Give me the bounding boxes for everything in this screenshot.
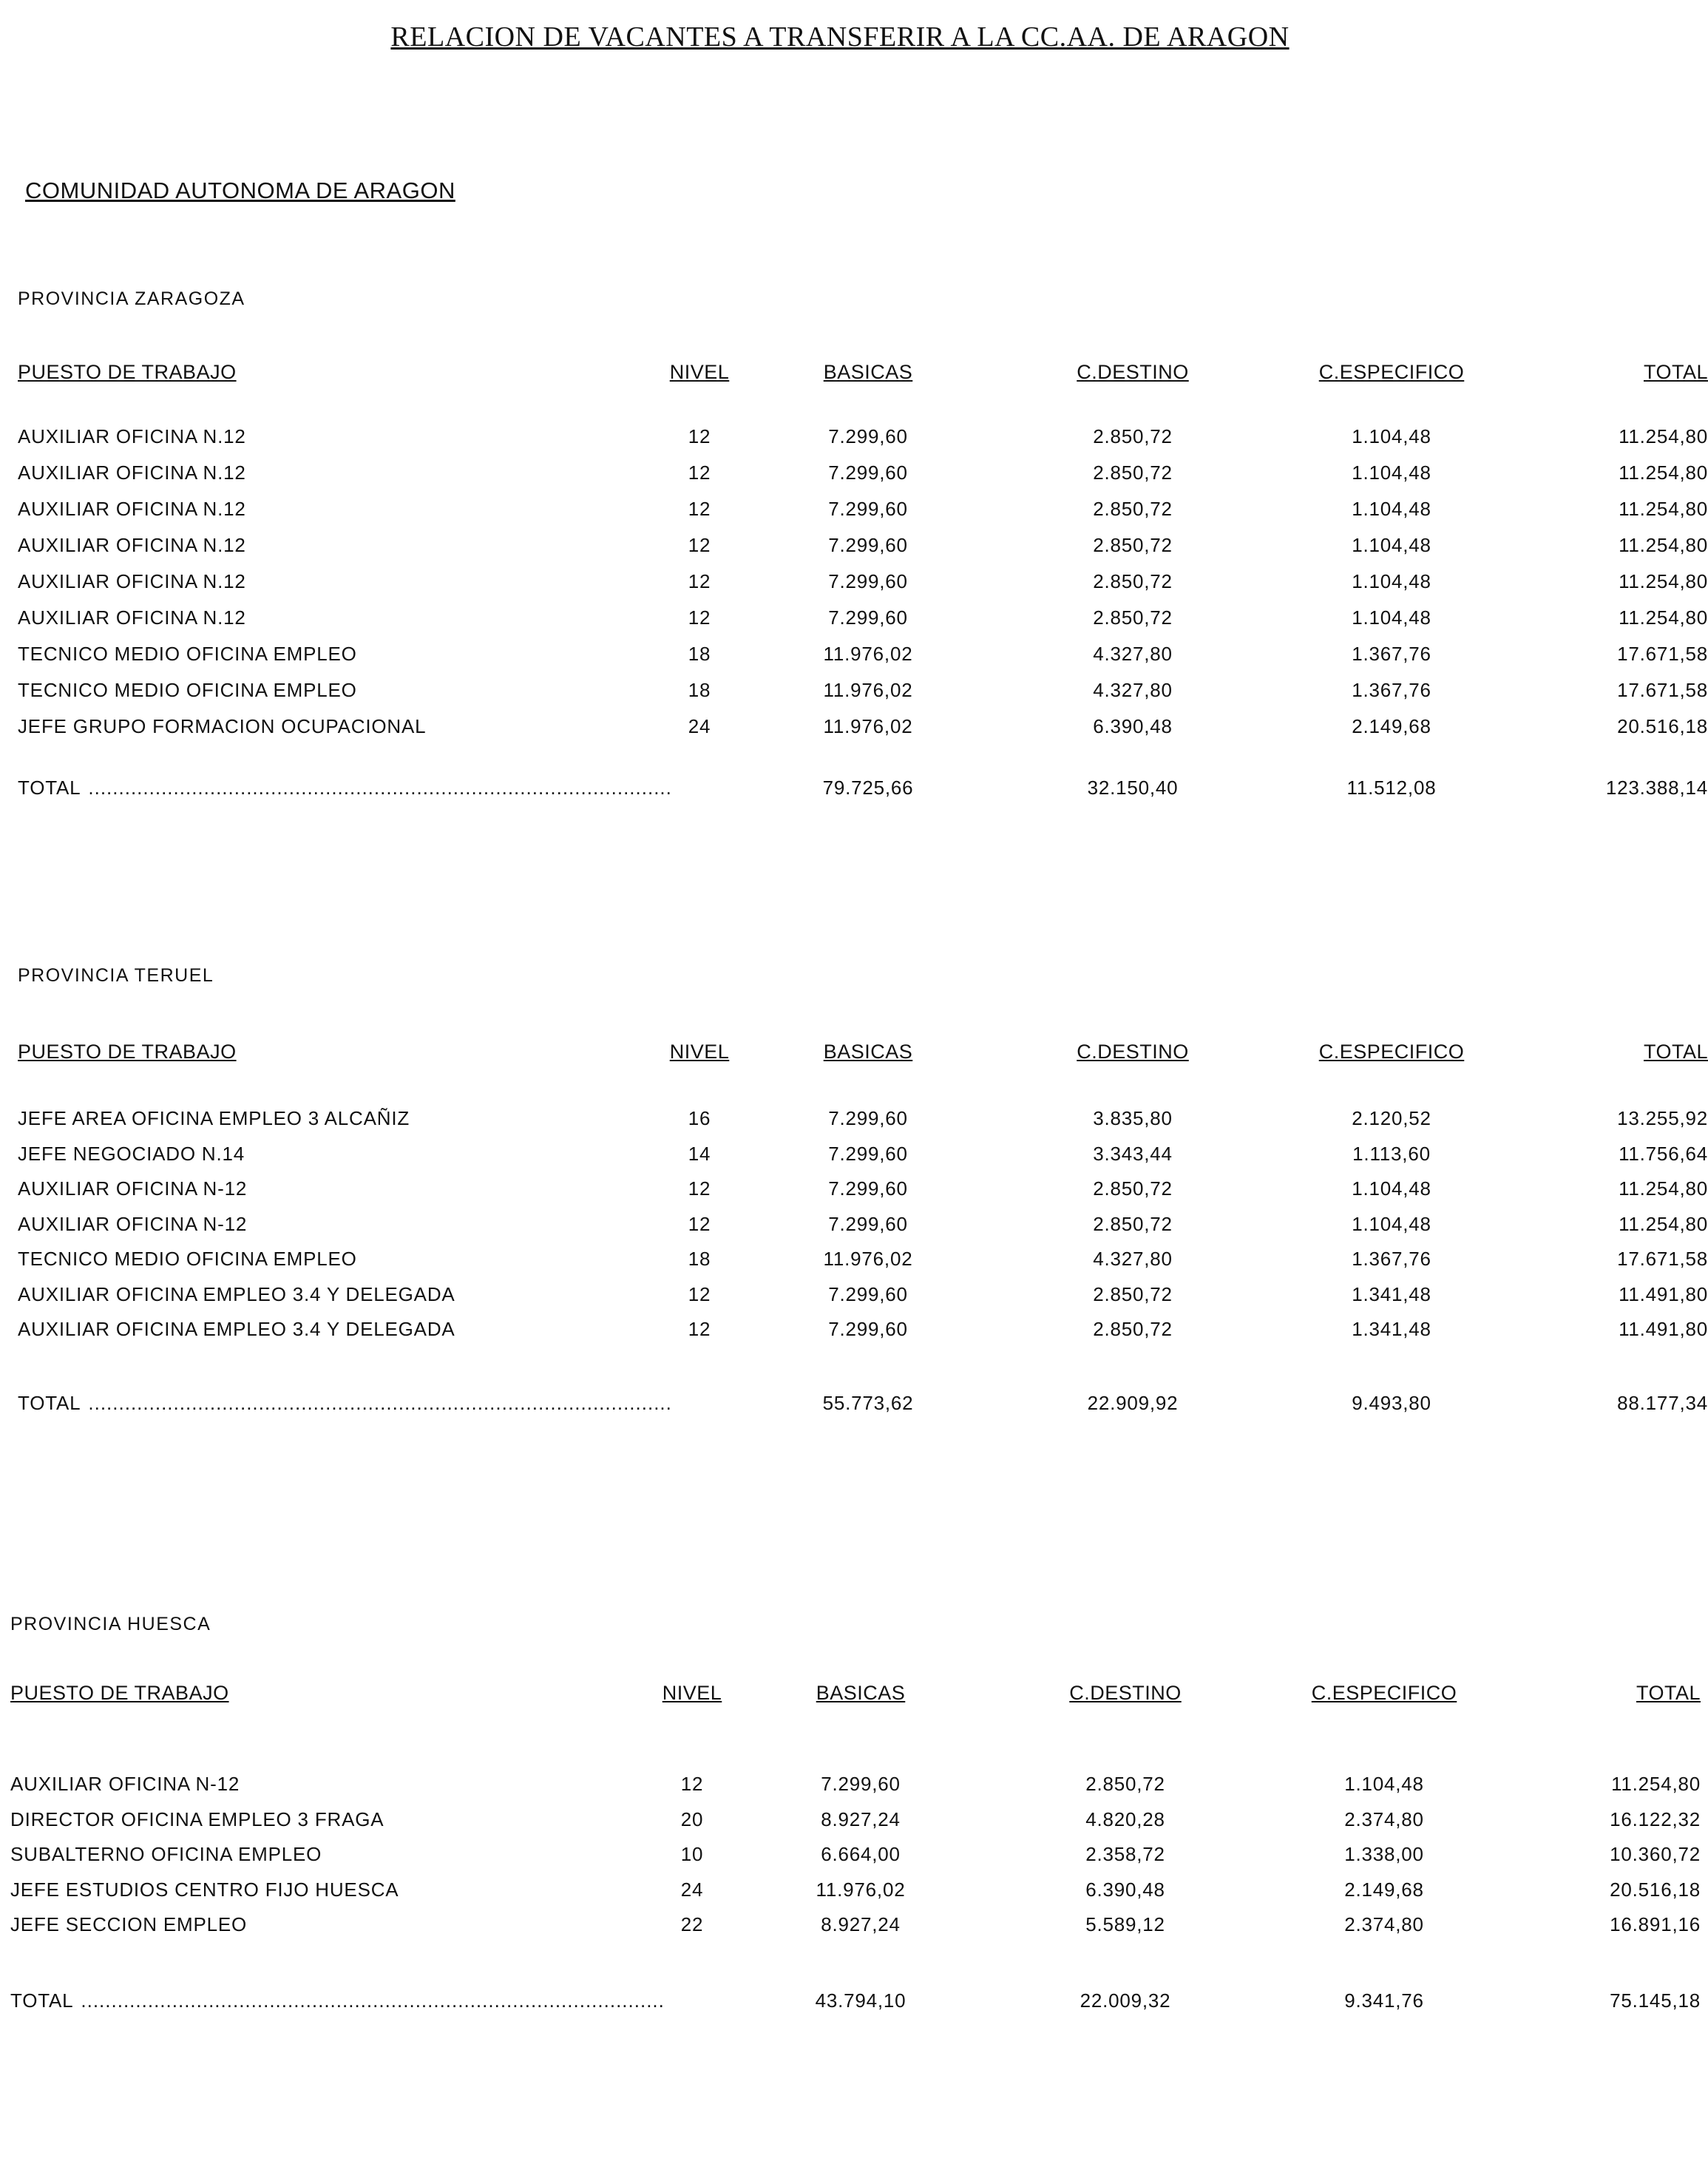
destino-cell: 2.358,72 xyxy=(1085,1843,1165,1865)
destino-cell: 2.850,72 xyxy=(1093,461,1173,484)
province-title: PROVINCIA TERUEL xyxy=(18,965,214,986)
nivel-cell: 22 xyxy=(680,1913,704,1935)
nivel-cell: 12 xyxy=(688,461,711,484)
especifico-cell: 1.104,48 xyxy=(1352,461,1431,484)
header-total: TOTAL xyxy=(1636,1682,1701,1704)
nivel-cell: 18 xyxy=(688,679,711,701)
basicas-cell: 7.299,60 xyxy=(828,1142,908,1165)
header-destino: C.DESTINO xyxy=(1077,361,1189,383)
nivel-cell: 12 xyxy=(688,498,711,520)
total-row-label xyxy=(18,1392,728,1415)
basicas-cell: 11.976,02 xyxy=(823,679,913,701)
especifico-cell: 1.367,76 xyxy=(1352,643,1431,665)
especifico-cell: 1.341,48 xyxy=(1352,1318,1431,1340)
total-cell: 11.254,80 xyxy=(1619,606,1708,629)
nivel-cell: 12 xyxy=(688,1282,711,1305)
puesto-cell: JEFE AREA OFICINA EMPLEO 3 ALCAÑIZ xyxy=(18,1107,410,1129)
puesto-cell: AUXILIAR OFICINA N.12 xyxy=(18,534,246,556)
nivel-cell: 24 xyxy=(680,1878,704,1901)
basicas-cell: 7.299,60 xyxy=(821,1773,901,1795)
puesto-cell: TECNICO MEDIO OFICINA EMPLEO xyxy=(18,679,357,701)
especifico-cell: 1.104,48 xyxy=(1352,425,1431,447)
especifico-cell: 1.367,76 xyxy=(1352,679,1431,701)
province-title: PROVINCIA ZARAGOZA xyxy=(18,288,245,309)
especifico-cell: 1.341,48 xyxy=(1352,1282,1431,1305)
basicas-cell: 7.299,60 xyxy=(828,1212,908,1235)
basicas-cell: 11.976,02 xyxy=(823,643,913,665)
document-title: RELACION DE VACANTES A TRANSFERIR A LA CC.AA. DE ARAGON xyxy=(390,21,1290,53)
total-especifico: 9.493,80 xyxy=(1352,1392,1431,1414)
total-cell: 10.360,72 xyxy=(1610,1843,1701,1865)
total-cell: 11.254,80 xyxy=(1619,1212,1708,1235)
especifico-cell: 1.104,48 xyxy=(1352,1212,1431,1235)
especifico-cell: 1.104,48 xyxy=(1352,1177,1431,1200)
basicas-cell: 7.299,60 xyxy=(828,1282,908,1305)
puesto-cell: AUXILIAR OFICINA EMPLEO 3.4 Y DELEGADA xyxy=(18,1318,455,1340)
puesto-cell: AUXILIAR OFICINA N.12 xyxy=(18,570,246,592)
especifico-cell: 2.374,80 xyxy=(1344,1807,1424,1830)
header-especifico: C.ESPECIFICO xyxy=(1311,1682,1457,1704)
nivel-cell: 12 xyxy=(688,534,711,556)
puesto-cell: SUBALTERNO OFICINA EMPLEO xyxy=(10,1843,322,1865)
total-label-text: TOTAL xyxy=(18,777,81,799)
especifico-cell: 1.104,48 xyxy=(1352,534,1431,556)
nivel-cell: 10 xyxy=(680,1843,704,1865)
total-cell: 20.516,18 xyxy=(1617,715,1708,737)
basicas-cell: 7.299,60 xyxy=(828,570,908,592)
especifico-cell: 2.149,68 xyxy=(1352,715,1431,737)
total-cell: 11.254,80 xyxy=(1619,1177,1708,1200)
especifico-cell: 2.149,68 xyxy=(1344,1878,1424,1901)
puesto-cell: JEFE NEGOCIADO N.14 xyxy=(18,1142,245,1165)
basicas-cell: 8.927,24 xyxy=(821,1913,901,1935)
destino-cell: 4.820,28 xyxy=(1085,1807,1165,1830)
especifico-cell: 1.104,48 xyxy=(1352,498,1431,520)
total-cell: 11.254,80 xyxy=(1611,1773,1701,1795)
puesto-cell: TECNICO MEDIO OFICINA EMPLEO xyxy=(18,1248,357,1270)
destino-cell: 3.835,80 xyxy=(1093,1107,1173,1129)
destino-cell: 4.327,80 xyxy=(1093,643,1173,665)
puesto-cell: JEFE SECCION EMPLEO xyxy=(10,1913,248,1935)
total-row-label xyxy=(18,777,728,799)
total-cell: 17.671,58 xyxy=(1617,643,1708,665)
total-basicas: 55.773,62 xyxy=(822,1392,914,1414)
especifico-cell: 1.338,00 xyxy=(1344,1843,1424,1865)
nivel-cell: 24 xyxy=(688,715,711,737)
especifico-cell: 2.120,52 xyxy=(1352,1107,1431,1129)
destino-cell: 5.589,12 xyxy=(1085,1913,1165,1935)
header-nivel: NIVEL xyxy=(669,1041,730,1063)
total-total: 75.145,18 xyxy=(1610,1989,1701,2012)
total-cell: 13.255,92 xyxy=(1617,1107,1708,1129)
puesto-cell: AUXILIAR OFICINA N-12 xyxy=(18,1212,248,1235)
destino-cell: 2.850,72 xyxy=(1093,570,1173,592)
nivel-cell: 12 xyxy=(688,606,711,629)
nivel-cell: 12 xyxy=(688,1177,711,1200)
puesto-cell: AUXILIAR OFICINA N.12 xyxy=(18,461,246,484)
destino-cell: 2.850,72 xyxy=(1093,425,1173,447)
total-cell: 11.254,80 xyxy=(1619,534,1708,556)
basicas-cell: 11.976,02 xyxy=(816,1878,906,1901)
total-cell: 11.491,80 xyxy=(1619,1318,1708,1340)
puesto-cell: AUXILIAR OFICINA EMPLEO 3.4 Y DELEGADA xyxy=(18,1282,455,1305)
nivel-cell: 16 xyxy=(688,1107,711,1129)
header-basicas: BASICAS xyxy=(823,1041,913,1063)
total-destino: 32.150,40 xyxy=(1087,777,1179,799)
total-cell: 11.254,80 xyxy=(1619,425,1708,447)
nivel-cell: 12 xyxy=(688,570,711,592)
destino-cell: 2.850,72 xyxy=(1093,1212,1173,1235)
puesto-cell: JEFE ESTUDIOS CENTRO FIJO HUESCA xyxy=(10,1878,399,1901)
basicas-cell: 7.299,60 xyxy=(828,461,908,484)
nivel-cell: 12 xyxy=(688,1318,711,1340)
basicas-cell: 7.299,60 xyxy=(828,425,908,447)
header-basicas: BASICAS xyxy=(816,1682,906,1704)
destino-cell: 3.343,44 xyxy=(1093,1142,1173,1165)
puesto-cell: AUXILIAR OFICINA N.12 xyxy=(18,606,246,629)
especifico-cell: 1.104,48 xyxy=(1352,570,1431,592)
puesto-cell: AUXILIAR OFICINA N.12 xyxy=(18,498,246,520)
total-especifico: 11.512,08 xyxy=(1346,777,1437,799)
basicas-cell: 11.976,02 xyxy=(823,715,913,737)
total-cell: 11.254,80 xyxy=(1619,498,1708,520)
destino-cell: 2.850,72 xyxy=(1093,606,1173,629)
basicas-cell: 7.299,60 xyxy=(828,1177,908,1200)
puesto-cell: AUXILIAR OFICINA N.12 xyxy=(18,425,246,447)
basicas-cell: 7.299,60 xyxy=(828,498,908,520)
total-basicas: 79.725,66 xyxy=(822,777,914,799)
header-puesto: PUESTO DE TRABAJO xyxy=(18,361,237,383)
basicas-cell: 7.299,60 xyxy=(828,606,908,629)
total-cell: 11.491,80 xyxy=(1619,1282,1708,1305)
destino-cell: 6.390,48 xyxy=(1093,715,1173,737)
basicas-cell: 7.299,60 xyxy=(828,534,908,556)
nivel-cell: 18 xyxy=(688,643,711,665)
puesto-cell: AUXILIAR OFICINA N-12 xyxy=(18,1177,248,1200)
nivel-cell: 12 xyxy=(688,425,711,447)
destino-cell: 2.850,72 xyxy=(1093,534,1173,556)
header-nivel: NIVEL xyxy=(662,1682,722,1704)
header-puesto: PUESTO DE TRABAJO xyxy=(10,1682,229,1704)
total-cell: 17.671,58 xyxy=(1617,1248,1708,1270)
destino-cell: 2.850,72 xyxy=(1085,1773,1165,1795)
puesto-cell: DIRECTOR OFICINA EMPLEO 3 FRAGA xyxy=(10,1807,384,1830)
puesto-cell: TECNICO MEDIO OFICINA EMPLEO xyxy=(18,643,357,665)
puesto-cell: JEFE GRUPO FORMACION OCUPACIONAL xyxy=(18,715,427,737)
destino-cell: 2.850,72 xyxy=(1093,1177,1173,1200)
header-nivel: NIVEL xyxy=(669,361,730,383)
total-cell: 20.516,18 xyxy=(1610,1878,1701,1901)
destino-cell: 2.850,72 xyxy=(1093,498,1173,520)
destino-cell: 4.327,80 xyxy=(1093,679,1173,701)
especifico-cell: 1.113,60 xyxy=(1352,1142,1431,1165)
total-cell: 11.254,80 xyxy=(1619,570,1708,592)
total-especifico: 9.341,76 xyxy=(1344,1989,1424,2012)
total-cell: 16.122,32 xyxy=(1610,1807,1701,1830)
puesto-cell: AUXILIAR OFICINA N-12 xyxy=(10,1773,240,1795)
header-especifico: C.ESPECIFICO xyxy=(1318,361,1465,383)
especifico-cell: 1.367,76 xyxy=(1352,1248,1431,1270)
header-puesto: PUESTO DE TRABAJO xyxy=(18,1041,237,1063)
destino-cell: 2.850,72 xyxy=(1093,1318,1173,1340)
header-total: TOTAL xyxy=(1643,1041,1708,1063)
basicas-cell: 7.299,60 xyxy=(828,1318,908,1340)
total-basicas: 43.794,10 xyxy=(815,1989,906,2012)
destino-cell: 6.390,48 xyxy=(1085,1878,1165,1901)
destino-cell: 4.327,80 xyxy=(1093,1248,1173,1270)
nivel-cell: 20 xyxy=(680,1807,704,1830)
header-destino: C.DESTINO xyxy=(1077,1041,1189,1063)
nivel-cell: 12 xyxy=(680,1773,704,1795)
basicas-cell: 11.976,02 xyxy=(823,1248,913,1270)
total-cell: 11.254,80 xyxy=(1619,461,1708,484)
total-destino: 22.009,32 xyxy=(1080,1989,1171,2012)
header-total: TOTAL xyxy=(1643,361,1708,383)
nivel-cell: 14 xyxy=(688,1142,711,1165)
community-heading: COMUNIDAD AUTONOMA DE ARAGON xyxy=(25,177,455,203)
header-especifico: C.ESPECIFICO xyxy=(1318,1041,1465,1063)
total-label-text: TOTAL xyxy=(10,1989,74,2012)
especifico-cell: 1.104,48 xyxy=(1352,606,1431,629)
especifico-cell: 2.374,80 xyxy=(1344,1913,1424,1935)
especifico-cell: 1.104,48 xyxy=(1344,1773,1424,1795)
total-destino: 22.909,92 xyxy=(1087,1392,1179,1414)
total-dot-leader: ................................................................................................ xyxy=(81,1989,665,2012)
total-dot-leader: ................................................................................................ xyxy=(88,1392,672,1414)
total-label-text: TOTAL xyxy=(18,1392,81,1414)
basicas-cell: 6.664,00 xyxy=(821,1843,901,1865)
total-cell: 11.756,64 xyxy=(1619,1142,1708,1165)
nivel-cell: 12 xyxy=(688,1212,711,1235)
basicas-cell: 7.299,60 xyxy=(828,1107,908,1129)
header-destino: C.DESTINO xyxy=(1069,1682,1182,1704)
total-total: 88.177,34 xyxy=(1617,1392,1708,1414)
total-cell: 17.671,58 xyxy=(1617,679,1708,701)
province-title: PROVINCIA HUESCA xyxy=(10,1614,211,1634)
total-cell: 16.891,16 xyxy=(1610,1913,1701,1935)
total-row-label xyxy=(10,1989,720,2012)
nivel-cell: 18 xyxy=(688,1248,711,1270)
basicas-cell: 8.927,24 xyxy=(821,1807,901,1830)
total-dot-leader: ................................................................................................ xyxy=(88,777,672,799)
total-total: 123.388,14 xyxy=(1605,777,1708,799)
destino-cell: 2.850,72 xyxy=(1093,1282,1173,1305)
header-basicas: BASICAS xyxy=(823,361,913,383)
